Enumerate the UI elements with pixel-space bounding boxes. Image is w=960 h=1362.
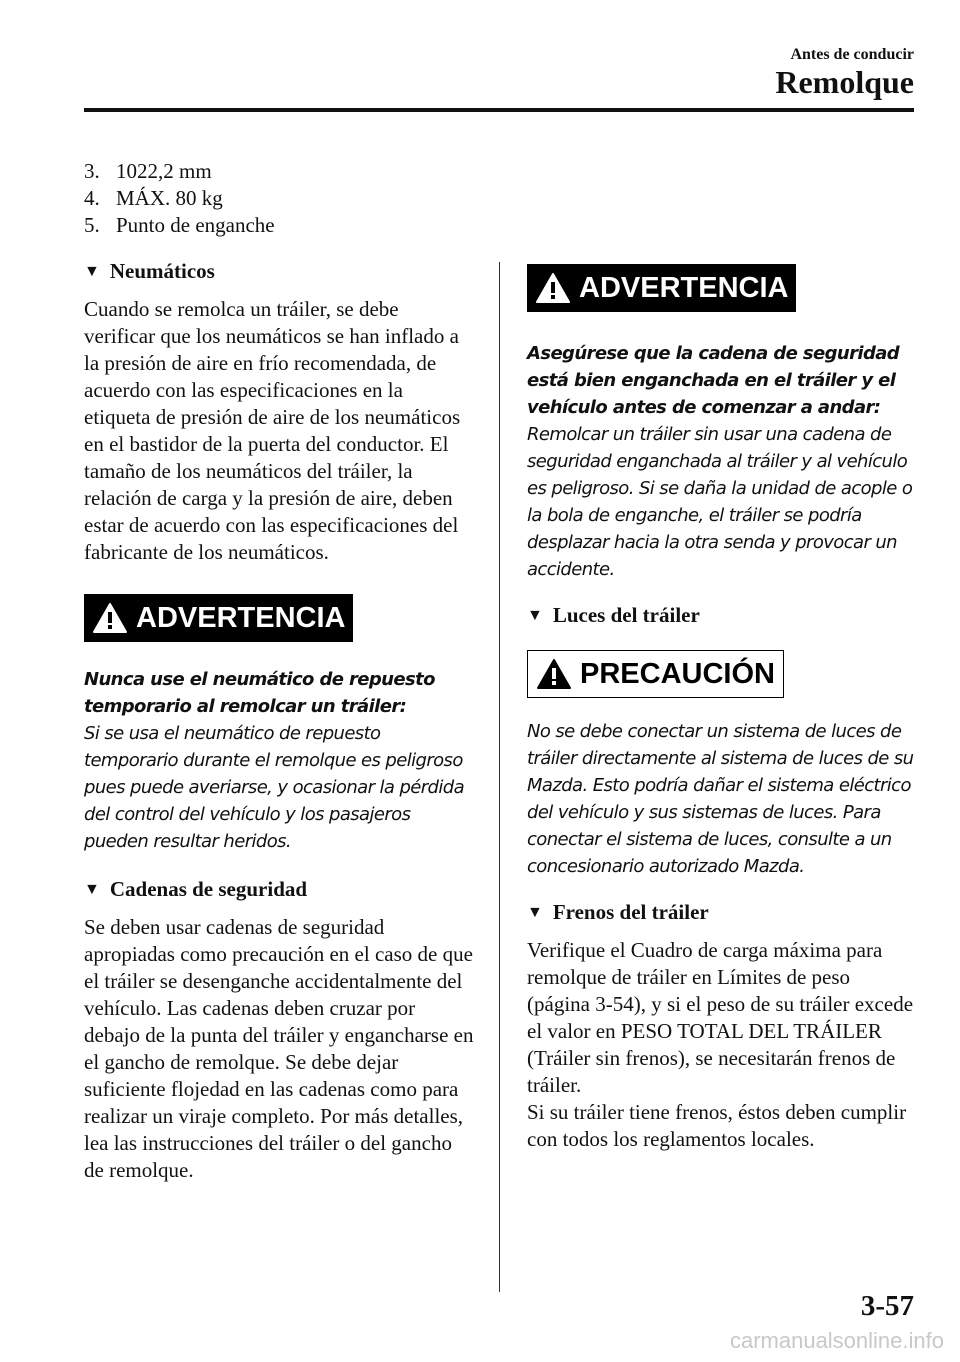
- lights-heading: [527, 603, 917, 628]
- warning-label: ADVERTENCIA: [579, 271, 789, 304]
- page-number: 3-57: [860, 1290, 914, 1322]
- lights-heading-text: Luces del tráiler: [552, 603, 700, 627]
- tires-warning: [84, 666, 474, 855]
- left-column: [84, 158, 474, 1184]
- caution-label: PRECAUCIÓN: [580, 657, 775, 690]
- brakes-paragraph: Verifique el Cuadro de carga máxima para remolque de tráiler en Límites de peso (página 3-54), y si el peso de su tráiler excede el valor en PESO TOTAL DEL TRÁILER (Tráiler sin frenos), se necesitarán frenos de tráiler.: [527, 938, 914, 1097]
- list-number: 4.: [84, 186, 100, 210]
- list-item: [84, 158, 474, 185]
- right-column: [527, 264, 917, 1153]
- chains-heading: [84, 877, 474, 902]
- chapter-title: Remolque: [775, 64, 914, 100]
- column-divider: [499, 262, 500, 1292]
- list-item: [84, 185, 474, 212]
- brakes-heading-text: Frenos del tráiler: [552, 900, 709, 924]
- warning-triangle-icon: [535, 272, 571, 304]
- header-rule: [84, 108, 914, 112]
- watermark: carmanualsonline.info: [729, 1328, 944, 1353]
- list-text: Punto de enganche: [116, 213, 275, 237]
- warning-triangle-icon: [92, 602, 128, 634]
- tires-heading-text: Neumáticos: [109, 259, 215, 283]
- warning-text: Si se usa el neumático de repuesto temporario durante el remolque es peligroso pues puede averiarse, y ocasionar la pérdida del control del vehículo y los pasajeros pueden resultar heridos.: [84, 723, 465, 852]
- caution-badge: [527, 650, 784, 698]
- list-text: MÁX. 80 kg: [116, 186, 223, 210]
- lights-caution: [527, 718, 917, 880]
- triangle-down-icon: ▼: [84, 262, 100, 280]
- brakes-heading: [527, 900, 917, 925]
- caution-badge-wrap: [527, 650, 917, 698]
- triangle-down-icon: ▼: [84, 880, 100, 898]
- warning-badge-wrap: [84, 594, 474, 642]
- page-header: [84, 40, 914, 112]
- warning-badge: [84, 594, 353, 642]
- list-number: 3.: [84, 159, 100, 183]
- warning-badge: [527, 264, 796, 312]
- warning-label: ADVERTENCIA: [136, 601, 346, 634]
- caution-triangle-icon: [536, 658, 572, 690]
- triangle-down-icon: ▼: [527, 606, 543, 624]
- chains-paragraph: Se deben usar cadenas de seguridad apropiadas como precaución en el caso de que el tráiler se desenganche accidentalmente del vehículo. Las cadenas deben cruzar por debajo de la punta del tráiler y engancharse en el gancho de remolque. Se debe dejar suficiente flojedad en las cadenas como para realizar un viraje completo. Por más detalles, lea las instrucciones del tráiler o del gancho de remolque.: [84, 915, 474, 1182]
- tires-paragraph: Cuando se remolca un tráiler, se debe verificar que los neumáticos se han inflado a la presión de aire en frío recomendada, de acuerdo con las especificaciones en la etiqueta de presión de aire de los neumáticos en el bastidor de la puerta del conductor. El tamaño de los neumáticos del tráiler, la relación de carga y la presión de aire, deben estar de acuerdo con las especificaciones del fabricante de los neumáticos.: [84, 297, 461, 564]
- triangle-down-icon: ▼: [527, 903, 543, 921]
- warning-text: Remolcar un tráiler sin usar una cadena de seguridad enganchada al tráiler y al vehículo es peligroso. Si se daña la unidad de acople o la bola de enganche, el tráiler se podría desplazar hacia la otra senda y provocar un accidente.: [527, 424, 913, 580]
- chain-warning: [527, 340, 917, 583]
- chains-heading-text: Cadenas de seguridad: [109, 877, 308, 901]
- caution-text: No se debe conectar un sistema de luces de tráiler directamente al sistema de luces de su Mazda. Esto podría dañar el sistema eléctrico del vehículo y sus sistemas de luces. Para conectar el sistema de luces, consulte a un concesionario autorizado Mazda.: [527, 721, 914, 877]
- numbered-list: [84, 158, 474, 239]
- list-item: [84, 212, 474, 239]
- warning-lead: Asegúrese que la cadena de seguridad está bien enganchada en el tráiler y el vehículo antes de comenzar a andar:: [527, 343, 900, 418]
- list-number: 5.: [84, 213, 100, 237]
- brakes-paragraph-2: Si su tráiler tiene frenos, éstos deben cumplir con todos los reglamentos locales.: [527, 1100, 907, 1151]
- warning-lead: Nunca use el neumático de repuesto temporario al remolcar un tráiler:: [84, 669, 435, 717]
- list-text: 1022,2 mm: [116, 159, 212, 183]
- tires-heading: [84, 259, 474, 284]
- section-title: Antes de conducir: [790, 46, 914, 63]
